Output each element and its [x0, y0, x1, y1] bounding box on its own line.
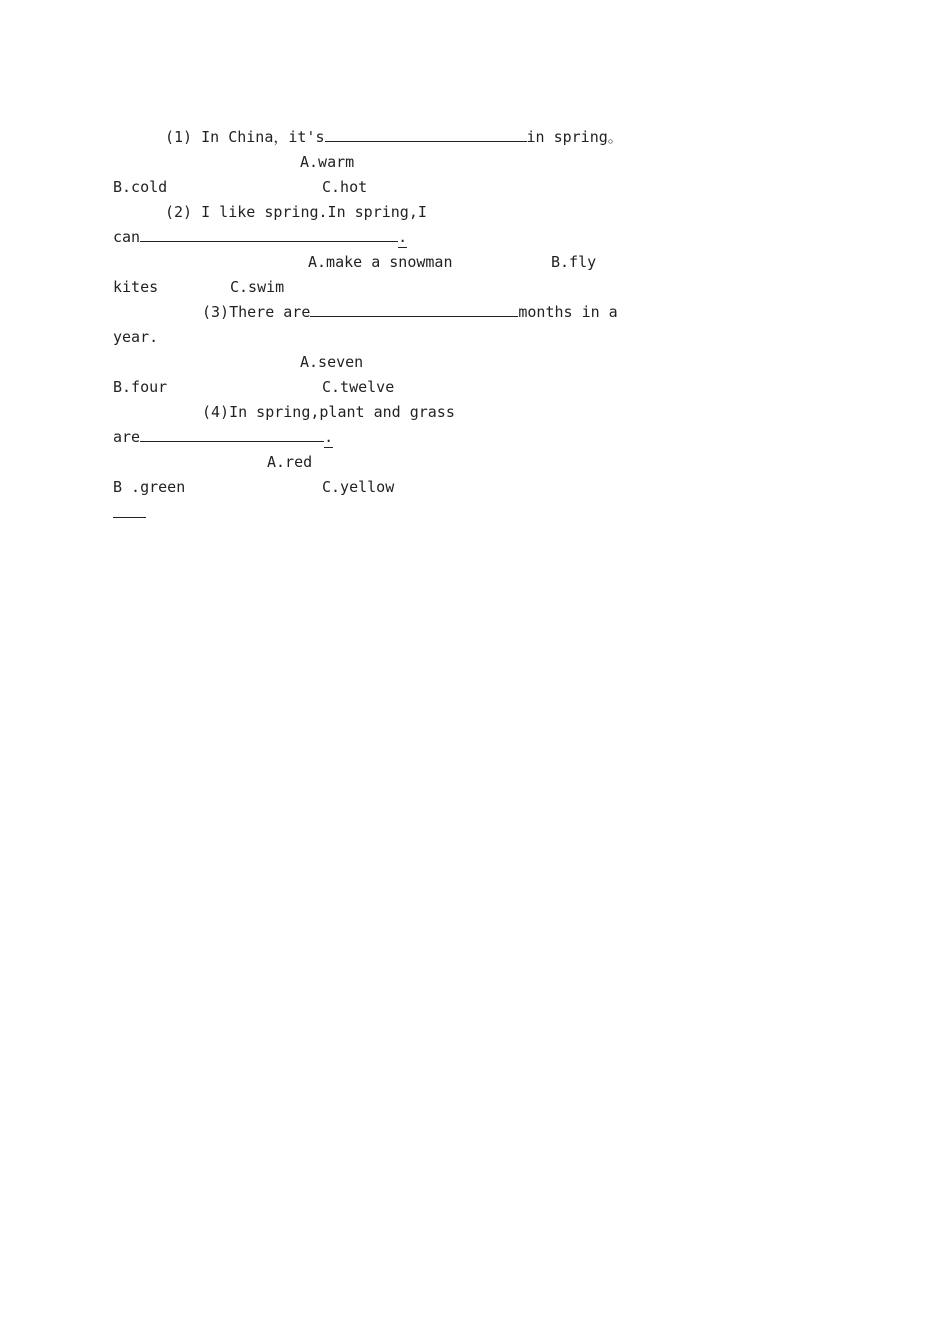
question-4-option-c: C.yellow — [322, 478, 395, 496]
question-3-option-b: B.four — [113, 378, 168, 396]
question-3-option-a: A.seven — [300, 353, 364, 371]
question-1-answer-blank[interactable] — [325, 127, 527, 142]
question-3-prefix: (3)There are — [202, 303, 311, 321]
question-4-answer-blank[interactable] — [140, 427, 324, 442]
question-2-option-b-continued: kites — [113, 278, 159, 296]
question-2-line-2 — [113, 227, 407, 248]
question-4-line-2 — [113, 427, 333, 448]
question-1-prefix: (1) In China，it's — [165, 128, 325, 146]
question-1-option-a: A.warm — [300, 153, 355, 171]
question-3-suffix-2: year. — [113, 328, 159, 346]
question-2-option-a: A.make a snowman — [308, 253, 453, 271]
question-4-line: (4)In spring,plant and grass — [202, 403, 455, 421]
question-2-prefix-2: can — [113, 228, 141, 246]
question-2-suffix: . — [398, 228, 408, 246]
question-3-suffix: months in a — [518, 303, 618, 321]
question-2-option-c: C.swim — [230, 278, 285, 296]
question-1-option-c: C.hot — [322, 178, 368, 196]
question-1-suffix: in spring。 — [526, 128, 623, 146]
question-2-answer-blank[interactable] — [140, 227, 398, 242]
question-4-option-b: B .green — [113, 478, 186, 496]
question-1-option-b: B.cold — [113, 178, 168, 196]
question-3-answer-blank[interactable] — [310, 302, 518, 317]
question-2-option-b: B.fly — [551, 253, 597, 271]
question-3-option-c: C.twelve — [322, 378, 395, 396]
question-4-suffix: . — [324, 428, 334, 446]
question-3-line — [202, 302, 618, 322]
question-1-line — [165, 127, 623, 147]
trailing-rule — [113, 517, 146, 518]
question-4-prefix-2: are — [113, 428, 141, 446]
question-4-option-a: A.red — [267, 453, 313, 471]
question-2-line: (2) I like spring.In spring,I — [165, 203, 427, 221]
